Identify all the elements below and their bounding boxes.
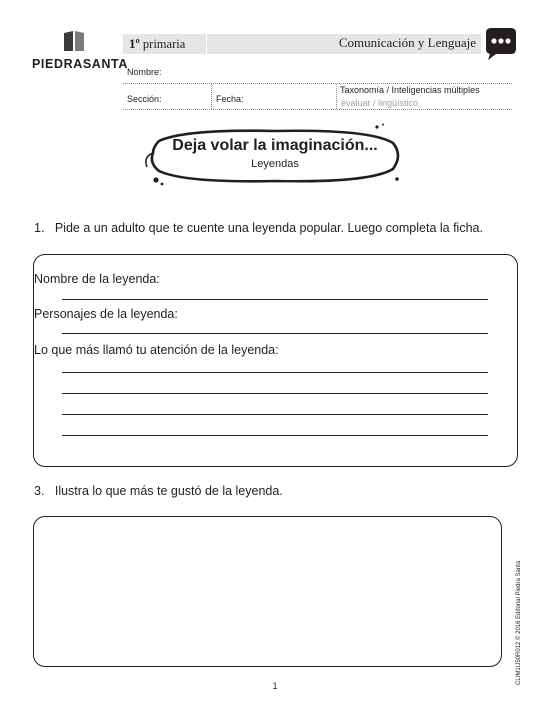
attention-label: Lo que más llamó tu atención de la leyenda:	[34, 343, 279, 357]
book-icon	[62, 30, 86, 52]
header-divider	[206, 34, 207, 54]
date-label: Fecha:	[216, 94, 244, 104]
question-3	[34, 484, 283, 498]
subject-title: Comunicación y Lenguaje	[338, 35, 476, 50]
grade-level: primaria	[142, 37, 186, 51]
characters-line[interactable]	[62, 333, 488, 334]
question-1	[34, 221, 483, 235]
field-divider	[336, 84, 337, 109]
legend-name-line[interactable]	[62, 299, 488, 300]
logo-text: PIEDRASANTA	[32, 57, 128, 71]
section-line	[123, 109, 512, 110]
chat-bubble-icon	[482, 25, 520, 63]
field-divider	[211, 84, 212, 109]
legend-name-label: Nombre de la leyenda:	[34, 272, 160, 286]
copyright-code: CLIM1IJ50R012 © 2016 Editorial Piedra Santa	[516, 560, 522, 685]
taxonomy-label: Taxonomía / Inteligencias múltiples	[340, 85, 480, 95]
taxonomy-values: evaluar / lingüístico	[341, 98, 419, 108]
page-number: 1	[272, 681, 278, 691]
attention-line-1[interactable]	[62, 372, 488, 373]
question-number: 1.	[34, 221, 45, 235]
question-text: Pide a un adulto que te cuente una leyenda popular. Luego completa la ficha.	[54, 221, 483, 235]
attention-line-4[interactable]	[62, 435, 488, 436]
question-number: 3.	[34, 484, 45, 498]
name-line[interactable]	[123, 83, 512, 84]
name-label: Nombre:	[127, 67, 162, 77]
title-banner	[145, 123, 405, 189]
attention-line-2[interactable]	[62, 393, 488, 394]
worksheet-subtitle: Leyendas	[251, 158, 299, 170]
ink-frame	[145, 123, 405, 189]
grade-number: 1º	[129, 36, 140, 51]
illustration-box[interactable]	[33, 516, 502, 667]
attention-line-3[interactable]	[62, 414, 488, 415]
question-text: Ilustra lo que más te gustó de la leyenda.	[54, 484, 283, 498]
characters-label: Personajes de la leyenda:	[34, 307, 178, 321]
worksheet-title: Deja volar la imaginación...	[172, 137, 378, 154]
grade-label	[129, 36, 185, 52]
section-label: Sección:	[127, 94, 162, 104]
publisher-logo	[30, 30, 128, 72]
